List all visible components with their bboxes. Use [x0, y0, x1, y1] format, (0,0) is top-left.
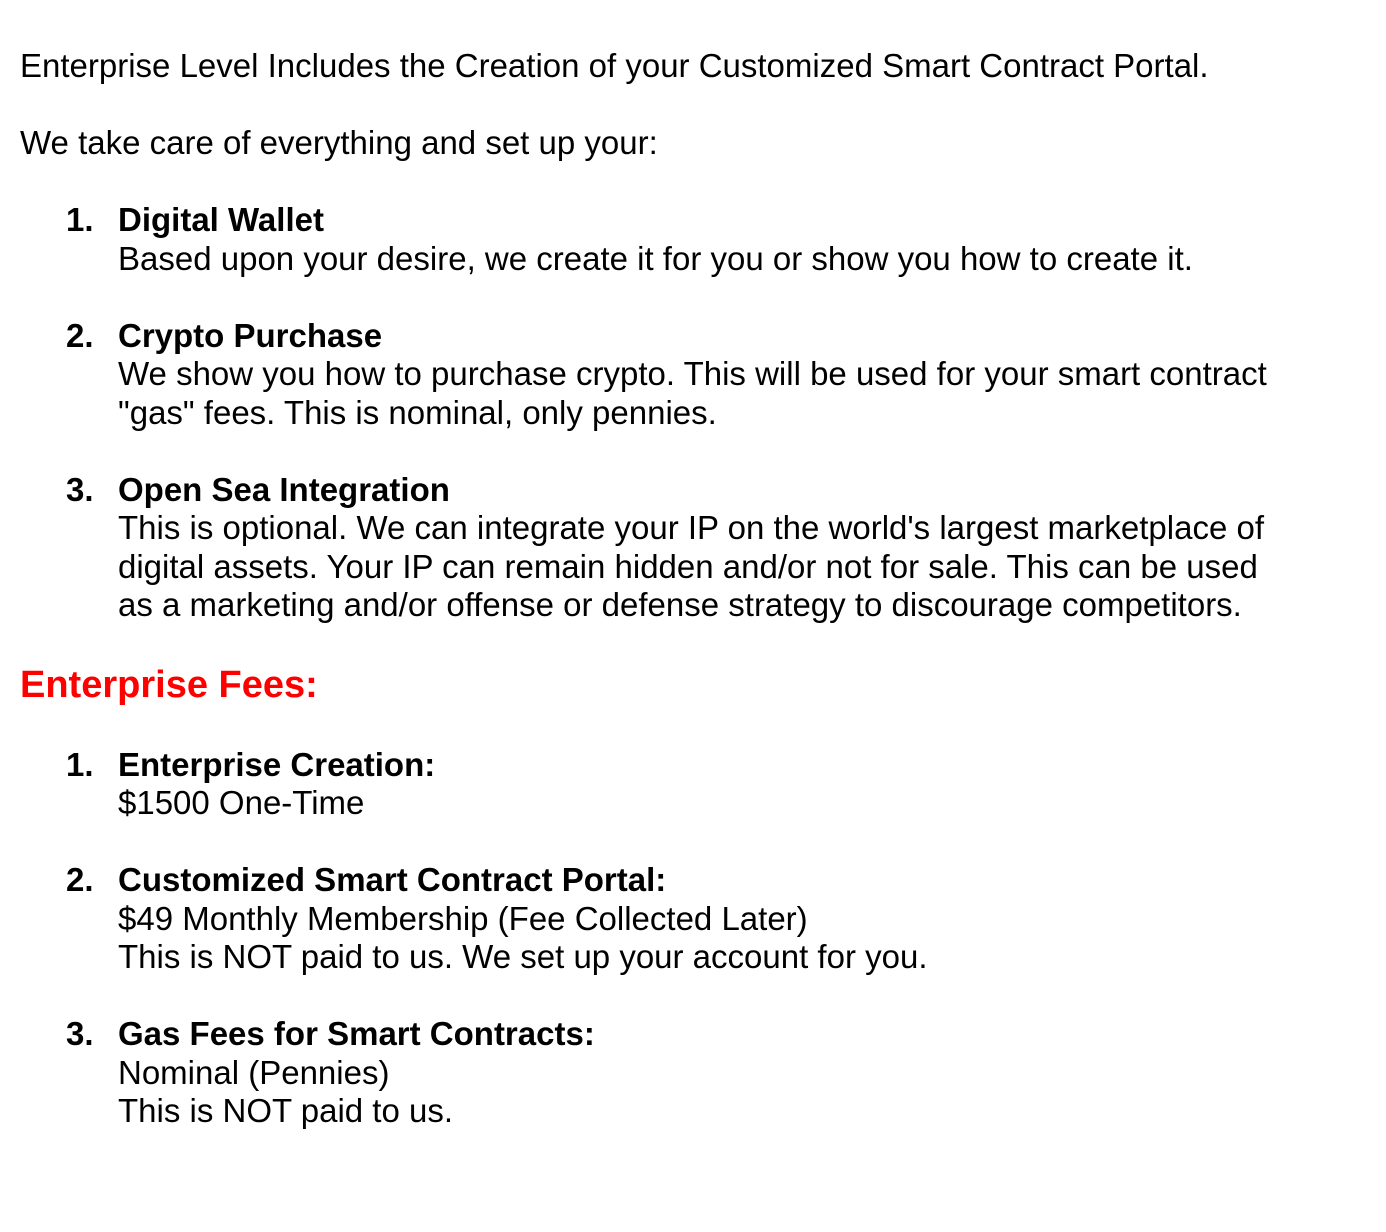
setup-list-item-crypto-purchase — [20, 317, 1326, 433]
setup-list-item-digital-wallet — [20, 201, 1326, 278]
list-item-number: 3. — [66, 1015, 94, 1052]
fees-heading: Enterprise Fees: — [20, 664, 318, 706]
setup-list-item-open-sea-integration — [20, 471, 1326, 625]
list-item-title: Customized Smart Contract Portal: — [118, 861, 667, 898]
list-item-title: Digital Wallet — [118, 201, 324, 238]
list-item-title: Enterprise Creation: — [118, 745, 436, 783]
list-item-number: 2. — [66, 316, 94, 354]
list-item-line: This is NOT paid to us. We set up your account for you. — [118, 938, 928, 975]
list-item-title: Open Sea Integration — [118, 470, 450, 508]
list-item-line: This is optional. We can integrate your IP on the world's largest marketplace of — [118, 509, 1264, 546]
list-item-line: $49 Monthly Membership (Fee Collected Later) — [118, 899, 808, 937]
list-item-line: We show you how to purchase crypto. This will be used for your smart contract — [118, 355, 1267, 392]
fees-list-item-enterprise-creation — [20, 746, 1326, 823]
setup-intro-paragraph: We take care of everything and set up your: — [20, 124, 658, 161]
list-item-line: digital assets. Your IP can remain hidden and/or not for sale. This can be used — [118, 547, 1258, 585]
list-item-number: 3. — [66, 470, 94, 508]
fees-list-item-gas-fees — [20, 1015, 1326, 1131]
list-item-line: This is NOT paid to us. — [118, 1092, 454, 1129]
list-item-title: Gas Fees for Smart Contracts: — [118, 1015, 595, 1052]
fees-list-item-smart-contract-portal — [20, 861, 1326, 977]
fees-list — [20, 746, 1326, 1131]
list-item-number: 1. — [66, 201, 94, 238]
list-item-line: $1500 One-Time — [118, 784, 365, 821]
list-item-title: Crypto Purchase — [118, 316, 383, 354]
list-item-line: "gas" fees. This is nominal, only pennies. — [118, 393, 717, 431]
setup-list — [20, 201, 1326, 625]
intro-paragraph: Enterprise Level Includes the Creation of your Customized Smart Contract Portal. — [20, 47, 1209, 84]
list-item-line: Based upon your desire, we create it for you or show you how to create it. — [118, 239, 1193, 277]
list-item-line: Nominal (Pennies) — [118, 1053, 390, 1091]
list-item-number: 1. — [66, 745, 94, 783]
list-item-line: as a marketing and/or offense or defense strategy to discourage competitors. — [118, 586, 1242, 623]
list-item-number: 2. — [66, 861, 94, 898]
